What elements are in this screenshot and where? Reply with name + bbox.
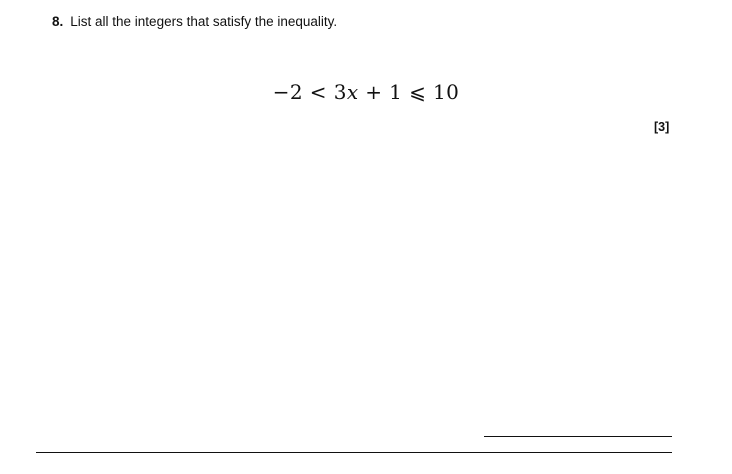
inequality-expression xyxy=(0,80,732,104)
question-text: List all the integers that satisfy the inequality. xyxy=(70,14,338,29)
inequality-left: −2 < xyxy=(272,80,327,104)
inequality-plus-term: + 1 xyxy=(365,80,403,104)
inequality-coefficient: 3 xyxy=(333,80,347,104)
answer-line-long xyxy=(36,452,672,453)
answer-line-short xyxy=(484,436,672,437)
question-number: 8. xyxy=(52,14,64,29)
inequality-relation: ⩽ xyxy=(409,80,427,104)
inequality-right: 10 xyxy=(433,80,460,104)
question-header xyxy=(52,14,337,29)
marks-badge: [3] xyxy=(654,120,670,134)
inequality-variable: x xyxy=(346,80,359,104)
